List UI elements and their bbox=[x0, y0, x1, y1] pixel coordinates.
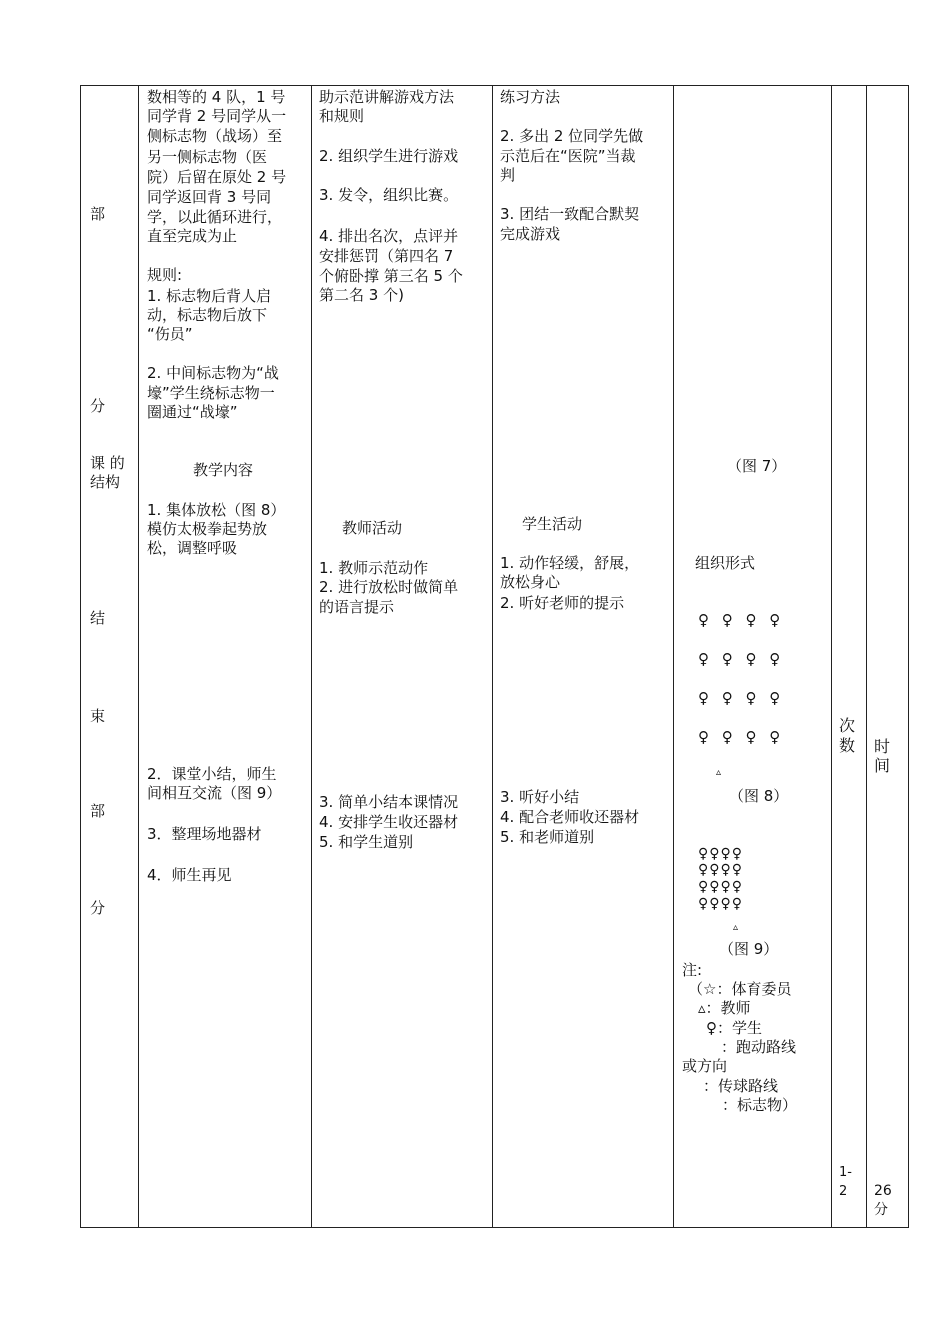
legend-line: ♀：学生 bbox=[706, 1019, 762, 1037]
content-line: 另一侧标志物（医 bbox=[147, 148, 268, 166]
legend-line: ：传球路线 bbox=[703, 1077, 779, 1095]
student-top-2-line: 判 bbox=[500, 166, 516, 184]
content-line: 数相等的 4 队，1 号 bbox=[147, 88, 286, 106]
student-item-4: 4. 配合老师收还器材 bbox=[500, 808, 640, 826]
structure-bu2: 部 bbox=[90, 802, 106, 820]
structure-bu: 部 bbox=[90, 205, 106, 223]
student-row: ♀ ♀ ♀ ♀ bbox=[698, 611, 785, 629]
student-top-3-line: 3. 团结一致配合默契 bbox=[500, 205, 640, 223]
rule-2-line: 2. 中间标志物为“战 bbox=[147, 364, 279, 382]
structure-fen-bottom: 分 bbox=[90, 899, 106, 917]
rules-title: 规则: bbox=[147, 266, 183, 284]
teacher-item-1: 1. 教师示范动作 bbox=[319, 559, 429, 577]
content-item-1-line: 模仿太极拳起势放 bbox=[147, 520, 268, 538]
teacher-item-4: 4. 安排学生收还器材 bbox=[319, 813, 459, 831]
student-item-2: 2. 听好老师的提示 bbox=[500, 594, 625, 612]
student-row: ♀ ♀ ♀ ♀ bbox=[698, 650, 785, 668]
student-row: ♀ ♀ ♀ ♀ bbox=[698, 689, 785, 707]
teacher-top-2: 2. 组织学生进行游戏 bbox=[319, 147, 459, 165]
student-row: ♀♀♀♀ bbox=[698, 896, 744, 912]
student-item-1-line: 1. 动作轻缓，舒展， bbox=[500, 554, 640, 572]
figure-9-caption: （图 9） bbox=[719, 940, 779, 958]
time-value-2: 分 bbox=[874, 1202, 888, 1218]
student-row: ♀♀♀♀ bbox=[698, 846, 744, 862]
legend-line: 或方向 bbox=[682, 1057, 728, 1075]
teacher-top-4-line: 个俯卧撑 第三名 5 个 bbox=[319, 267, 463, 285]
structure-jiegou: 结构 bbox=[90, 473, 121, 491]
content-item-2-line: 间相互交流（图 9） bbox=[147, 784, 282, 802]
student-row: ♀ ♀ ♀ ♀ bbox=[698, 728, 785, 746]
time-value-1: 26 bbox=[874, 1183, 892, 1199]
figure-8-caption: （图 8） bbox=[729, 787, 789, 805]
table-bottom-border bbox=[80, 1227, 909, 1228]
teacher-icon: ▵ bbox=[733, 922, 739, 933]
content-item-1-line: 松，调整呼吸 bbox=[147, 539, 238, 557]
student-row: ♀♀♀♀ bbox=[698, 862, 744, 878]
student-top-2-line: 2. 多出 2 位同学先做 bbox=[500, 127, 644, 145]
legend-line: ：跑动路线 bbox=[721, 1038, 797, 1056]
structure-fen-top: 分 bbox=[90, 397, 106, 415]
rule-2-line: 圈通过“战壕” bbox=[147, 403, 238, 421]
structure-ke-de: 课 的 bbox=[90, 454, 125, 472]
col-border-7 bbox=[908, 85, 909, 1228]
legend-line: （☆：体育委员 bbox=[688, 980, 792, 998]
col-border-6 bbox=[866, 85, 867, 1228]
structure-shu: 束 bbox=[90, 707, 106, 725]
content-line: 学，以此循环进行， bbox=[147, 208, 283, 226]
rule-2-line: 壕”学生绕标志物一 bbox=[147, 384, 275, 402]
content-item-2-line: 2．课堂小结，师生 bbox=[147, 765, 277, 783]
col-border-3 bbox=[492, 85, 493, 1228]
legend-line: ▵：教师 bbox=[698, 999, 751, 1017]
student-item-3: 3. 听好小结 bbox=[500, 788, 580, 806]
count-value-1: 1- bbox=[839, 1165, 852, 1180]
structure-jie: 结 bbox=[90, 609, 106, 627]
content-line: 同学返回背 3 号同 bbox=[147, 188, 272, 206]
rule-1-line: 1. 标志物后背人启 bbox=[147, 287, 272, 305]
teaching-content-header: 教学内容 bbox=[193, 461, 254, 479]
teacher-top-3: 3. 发令，组织比赛。 bbox=[319, 186, 459, 204]
student-top-1: 练习方法 bbox=[500, 88, 561, 106]
student-activity-header: 学生活动 bbox=[522, 515, 583, 533]
col-border-5 bbox=[831, 85, 832, 1228]
time-header-1: 时 bbox=[874, 737, 891, 756]
content-item-1-line: 1. 集体放松（图 8） bbox=[147, 501, 286, 519]
time-header-2: 间 bbox=[874, 756, 891, 775]
count-value-2: 2 bbox=[839, 1184, 848, 1199]
teacher-top-line: 助示范讲解游戏方法 bbox=[319, 88, 455, 106]
col-border-4 bbox=[673, 85, 674, 1228]
content-item-4: 4．师生再见 bbox=[147, 866, 232, 884]
student-item-1-line: 放松身心 bbox=[500, 573, 561, 591]
teacher-item-2-line: 的语言提示 bbox=[319, 598, 395, 616]
count-header-1: 次 bbox=[839, 716, 856, 735]
teacher-icon: ▵ bbox=[716, 767, 722, 778]
table-top-border bbox=[80, 85, 909, 86]
teacher-top-4-line: 安排惩罚（第四名 7 bbox=[319, 247, 454, 265]
note-title: 注: bbox=[682, 961, 703, 979]
count-header-2: 数 bbox=[839, 736, 856, 755]
content-line: 院）后留在原处 2 号 bbox=[147, 168, 287, 186]
teacher-item-2-line: 2. 进行放松时做简单 bbox=[319, 578, 459, 596]
student-row: ♀♀♀♀ bbox=[698, 879, 744, 895]
teacher-item-5: 5. 和学生道别 bbox=[319, 833, 414, 851]
teacher-activity-header: 教师活动 bbox=[342, 519, 403, 537]
organization-form-title: 组织形式 bbox=[695, 554, 756, 572]
content-line: 直至完成为止 bbox=[147, 227, 238, 245]
figure-7-caption: （图 7） bbox=[727, 457, 787, 475]
teacher-top-line: 和规则 bbox=[319, 107, 365, 125]
content-line: 侧标志物（战场）至 bbox=[147, 127, 283, 145]
legend-line: ：标志物） bbox=[722, 1096, 798, 1114]
col-border-0 bbox=[80, 85, 81, 1228]
rule-1-line: “伤员” bbox=[147, 325, 193, 343]
col-border-2 bbox=[311, 85, 312, 1228]
student-top-3-line: 完成游戏 bbox=[500, 225, 561, 243]
rule-1-line: 动，标志物后放下 bbox=[147, 306, 268, 324]
student-item-5: 5. 和老师道别 bbox=[500, 828, 595, 846]
teacher-item-3: 3. 简单小结本课情况 bbox=[319, 793, 459, 811]
col-border-1 bbox=[138, 85, 139, 1228]
content-item-3: 3．整理场地器材 bbox=[147, 825, 262, 843]
teacher-top-4-line: 第二名 3 个) bbox=[319, 286, 404, 304]
content-line: 同学背 2 号同学从一 bbox=[147, 107, 287, 125]
student-top-2-line: 示范后在“医院”当裁 bbox=[500, 147, 636, 165]
teacher-top-4-line: 4. 排出名次，点评并 bbox=[319, 227, 459, 245]
